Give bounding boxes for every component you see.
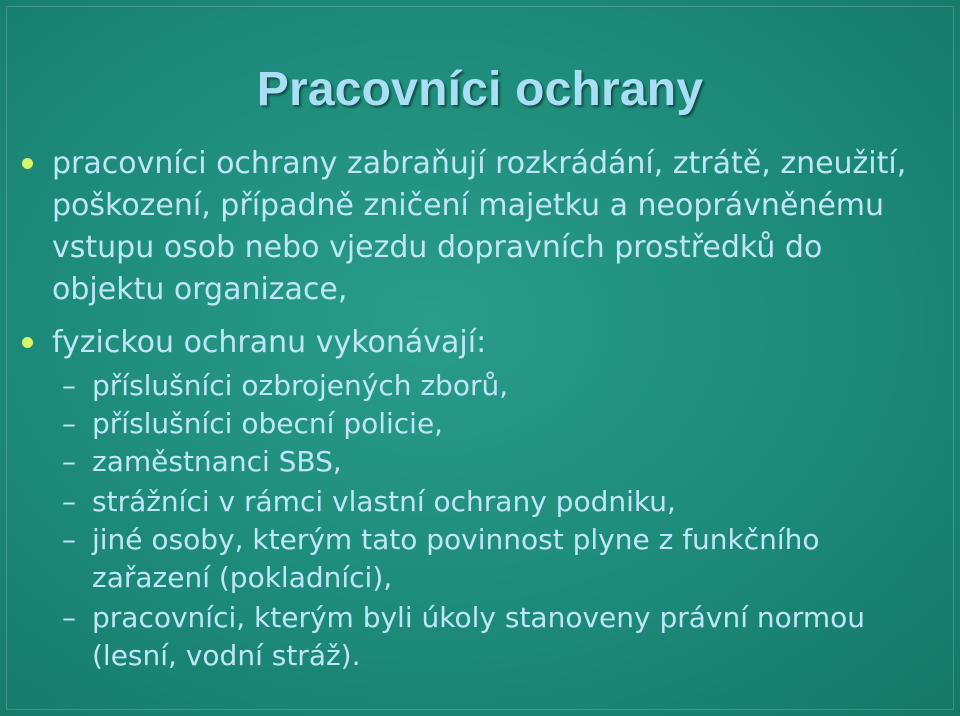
bullet-item-protection-duties: [18, 143, 943, 311]
slide-title: Pracovníci ochrany: [256, 63, 704, 116]
sub-item-text: zaměstnanci SBS,: [92, 445, 342, 478]
dash-marker: –: [62, 485, 76, 518]
bullet-item-physical-protection: [18, 322, 943, 364]
sub-item-text: příslušníci ozbrojených zborů,: [92, 369, 509, 402]
bullet-dot-icon: [22, 337, 33, 348]
sub-item-text: pracovníci, kterým byli úkoly stanoveny právní normou (lesní, vodní stráž).: [92, 601, 865, 672]
slide-content: [18, 143, 943, 675]
bullet-text: pracovníci ochrany zabraňují rozkrádání, ztrátě, zneužití, poškození, případně zničení majetku a neoprávněnému vstupu osob nebo vjezdu dopravních prostředků do objektu organizace,: [52, 146, 907, 307]
sub-list-item: [18, 367, 943, 405]
sub-list-item: [18, 443, 943, 481]
sub-list-item: [18, 599, 943, 675]
dash-marker: –: [62, 369, 76, 402]
bullet-text: fyzickou ochranu vykonávají:: [52, 325, 487, 360]
sub-item-text: příslušníci obecní policie,: [92, 407, 444, 440]
sub-list-item: [18, 521, 943, 597]
dash-marker: –: [62, 407, 76, 440]
dash-marker: –: [62, 445, 76, 478]
sub-list: [18, 367, 943, 675]
sub-item-text: jiné osoby, kterým tato povinnost plyne z funkčního zařazení (pokladníci),: [92, 523, 820, 594]
sub-list-item: [18, 405, 943, 443]
dash-marker: –: [62, 601, 76, 634]
sub-list-item: [18, 483, 943, 521]
dash-marker: –: [62, 523, 76, 556]
sub-item-text: strážníci v rámci vlastní ochrany podniku,: [92, 485, 676, 518]
bullet-dot-icon: [22, 158, 33, 169]
